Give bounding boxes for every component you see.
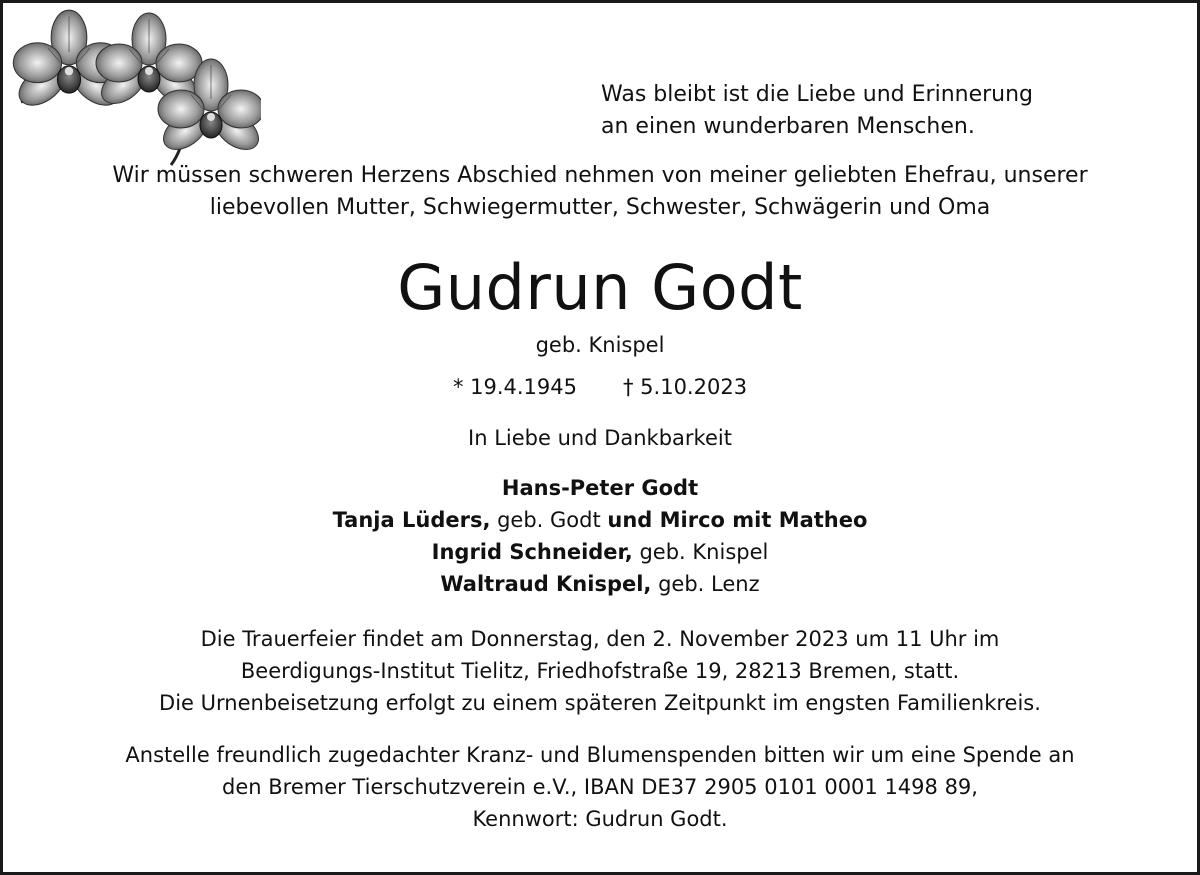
intro-line: liebevollen Mutter, Schwiegermutter, Schwester, Schwägerin und Oma [209, 195, 991, 220]
motto-line: Was bleibt ist die Liebe und Erinnerung [601, 82, 1034, 107]
service-line: Die Trauerfeier findet am Donnerstag, den 2. November 2023 um 11 Uhr im [200, 627, 1000, 651]
mourner-note: geb. Lenz [651, 572, 760, 596]
maiden-name: geb. Knispel [535, 333, 665, 357]
donation-info [3, 739, 1197, 835]
mourner-note: geb. Knispel [632, 540, 769, 564]
death-date: † 5.10.2023 [623, 375, 748, 399]
motto-line: an einen wunderbaren Menschen. [601, 114, 975, 139]
mourner-note: geb. Godt [490, 508, 608, 532]
mourner-name: Tanja Lüders, [332, 508, 491, 532]
mourner-name: Hans-Peter Godt [501, 476, 699, 500]
mourner-name: Waltraud Knispel, [440, 572, 652, 596]
orchid-icon [11, 7, 261, 167]
motto [601, 79, 1033, 143]
service-info [3, 623, 1197, 719]
birth-date: * 19.4.1945 [452, 375, 577, 399]
mourner [3, 536, 1197, 568]
intro-text [3, 160, 1197, 224]
mourner-name: Ingrid Schneider, [431, 540, 633, 564]
service-line: Die Urnenbeisetzung erfolgt zu einem späteren Zeitpunkt im engsten Familienkreis. [159, 691, 1041, 715]
mourner-suffix: und Mirco mit Matheo [607, 508, 868, 532]
service-line: Beerdigungs-Institut Tielitz, Friedhofstraße 19, 28213 Bremen, statt. [240, 659, 960, 683]
donation-line: den Bremer Tierschutzverein e.V., IBAN DE37 2905 0101 0001 1498 89, [222, 775, 978, 799]
deceased-name: Gudrun Godt [397, 251, 803, 324]
mourner [3, 568, 1197, 600]
thanks-line: In Liebe und Dankbarkeit [468, 426, 732, 450]
intro-line: Wir müssen schweren Herzens Abschied nehmen von meiner geliebten Ehefrau, unserer [112, 163, 1088, 188]
mourner [3, 472, 1197, 504]
mourners-list [3, 472, 1197, 600]
mourner [3, 504, 1197, 536]
life-dates [3, 373, 1197, 401]
donation-line: Anstelle freundlich zugedachter Kranz- und Blumenspenden bitten wir um eine Spende an [125, 743, 1075, 767]
donation-line: Kennwort: Gudrun Godt. [472, 807, 728, 831]
